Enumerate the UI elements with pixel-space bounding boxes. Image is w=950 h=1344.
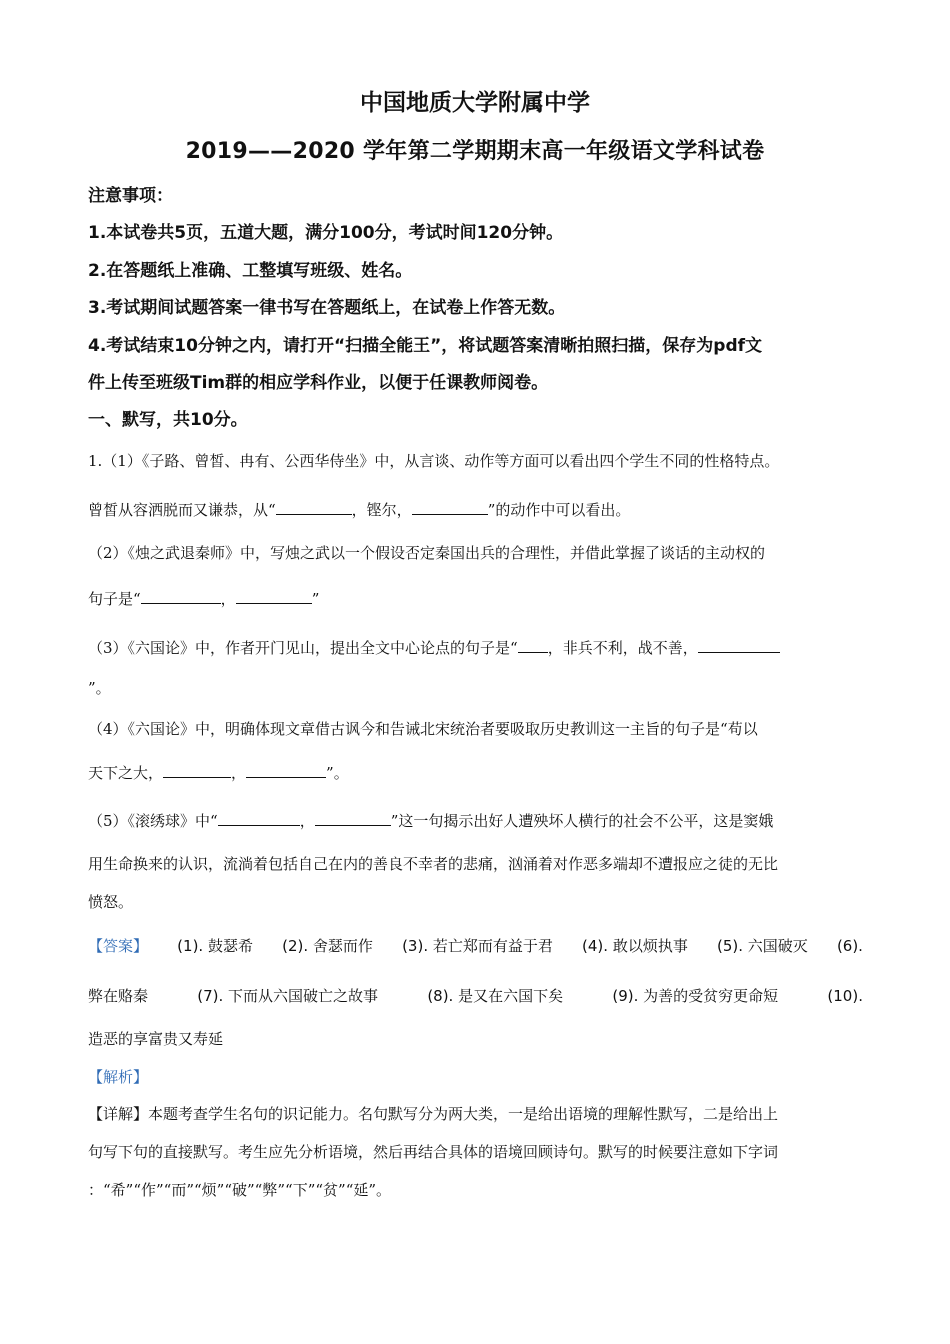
notice-heading: 注意事项： <box>88 186 173 206</box>
q1-part5-text-c: ”这一句揭示出好人遭殃坏人横行的社会不公平，这是窦娥 <box>390 812 774 830</box>
q1-part2-line1: （2）《烛之武退秦师》中，写烛之武以一个假设否定秦国出兵的合理性，并借此掌握了谈话的主动权的 <box>88 544 766 562</box>
answer-item: (5). 六国破灭 <box>716 937 808 955</box>
answer-blank-6[interactable] <box>698 638 780 653</box>
q1-part1-line1: 1.（1）《子路、曾皙、冉有、公西华侍坐》中，从言谈、动作等方面可以看出四个学生不同的性格特点。 <box>88 452 780 470</box>
notice-item-4-cont: 件上传至班级Tim群的相应学科作业，以便于任课教师阅卷。 <box>88 373 549 393</box>
answer-item: (6). <box>836 937 863 955</box>
answer-item: (4). 敢以烦执事 <box>582 937 688 955</box>
answer-item: (7). 下而从六国破亡之故事 <box>197 987 379 1005</box>
answer-item: (1). 鼓瑟希 <box>177 937 253 955</box>
answer-tag: 【答案】 <box>88 937 149 955</box>
q1-part3-line2: ”。 <box>88 679 111 697</box>
q1-part5-text-a: （5）《滚绣球》中“ <box>88 812 218 830</box>
answer-item: (9). 为善的受贫穷更命短 <box>612 987 779 1005</box>
answer-blank-1[interactable] <box>276 500 352 515</box>
q1-part2-text-b: ， <box>220 590 236 608</box>
exam-title: 2019——2020 学年第二学期期末高一年级语文学科试卷 <box>185 139 765 164</box>
q1-part1-text-c: ”的动作中可以看出。 <box>487 501 631 519</box>
q1-part4-line1: （4）《六国论》中，明确体现文章借古讽今和告诫北宋统治者要吸取历史教训这一主旨的句子是“苟以 <box>88 720 758 738</box>
answer-blank-9[interactable] <box>218 811 300 826</box>
q1-part1-line2 <box>88 499 630 520</box>
analysis-line-2: 句写下句的直接默写。考生应先分析语境，然后再结合具体的语境回顾诗句。默写的时候要注意如下字词 <box>88 1143 779 1161</box>
q1-part1-text-a: 曾皙从容洒脱而又谦恭，从“ <box>88 501 276 519</box>
q1-part4-text-b: ， <box>231 764 247 782</box>
q1-part2-text-a: 句子是“ <box>88 590 141 608</box>
notice-item-3: 3.考试期间试题答案一律书写在答题纸上，在试卷上作答无数。 <box>88 298 566 318</box>
analysis-line-1: 【详解】本题考查学生名句的识记能力。名句默写分为两大类，一是给出语境的理解性默写，二是给出上 <box>88 1105 779 1123</box>
answer-row-3: 造恶的享富贵又寿延 <box>88 1030 224 1048</box>
q1-part4-text-c: ”。 <box>326 764 349 782</box>
notice-item-2: 2.在答题纸上准确、工整填写班级、姓名。 <box>88 261 413 281</box>
answer-blank-10[interactable] <box>315 811 391 826</box>
answer-item: 弊在赂秦 <box>88 987 149 1005</box>
answer-item: (10). <box>827 987 863 1005</box>
q1-part3-line1 <box>88 637 780 658</box>
q1-part3-text-a: （3）《六国论》中，作者开门见山，提出全文中心论点的句子是“ <box>88 639 518 657</box>
answer-row-2 <box>88 985 863 1006</box>
q1-part1-text-b: ，铿尔， <box>351 501 412 519</box>
answer-blank-2[interactable] <box>412 500 488 515</box>
analysis-line-3: ：“希”“作”“而”“烦”“破”“弊”“下”“贫”“延”。 <box>88 1181 392 1199</box>
q1-part5-text-b: ， <box>299 812 315 830</box>
q1-part4-line2 <box>88 762 349 783</box>
school-title: 中国地质大学附属中学 <box>360 90 590 116</box>
analysis-tag: 【解析】 <box>88 1068 149 1086</box>
answer-item: (8). 是又在六国下矣 <box>427 987 564 1005</box>
answer-blank-7[interactable] <box>163 763 231 778</box>
q1-part2-line2 <box>88 588 319 609</box>
answer-blank-3[interactable] <box>141 589 221 604</box>
answer-row-1 <box>88 935 863 956</box>
answer-blank-4[interactable] <box>236 589 312 604</box>
q1-part2-text-c: ” <box>311 590 320 608</box>
answer-item: (3). 若亡郑而有益于君 <box>402 937 553 955</box>
q1-part5-line2: 用生命换来的认识，流淌着包括自己在内的善良不幸者的悲痛，汹涌着对作恶多端却不遭报应之徒的无比 <box>88 855 779 873</box>
q1-part5-line1 <box>88 810 773 831</box>
section-heading: 一、默写，共10分。 <box>88 410 248 430</box>
notice-item-1: 1.本试卷共5页，五道大题，满分100分，考试时间120分钟。 <box>88 223 564 243</box>
q1-part3-text-b: ，非兵不利，战不善， <box>547 639 698 657</box>
q1-part5-line3: 愤怒。 <box>88 893 134 911</box>
q1-part4-text-a: 天下之大， <box>88 764 164 782</box>
answer-item: (2). 舍瑟而作 <box>282 937 373 955</box>
answer-blank-5[interactable] <box>518 638 548 653</box>
answer-blank-8[interactable] <box>246 763 326 778</box>
notice-item-4: 4.考试结束10分钟之内，请打开“扫描全能王”，将试题答案清晰拍照扫描，保存为pdf文 <box>88 336 763 356</box>
